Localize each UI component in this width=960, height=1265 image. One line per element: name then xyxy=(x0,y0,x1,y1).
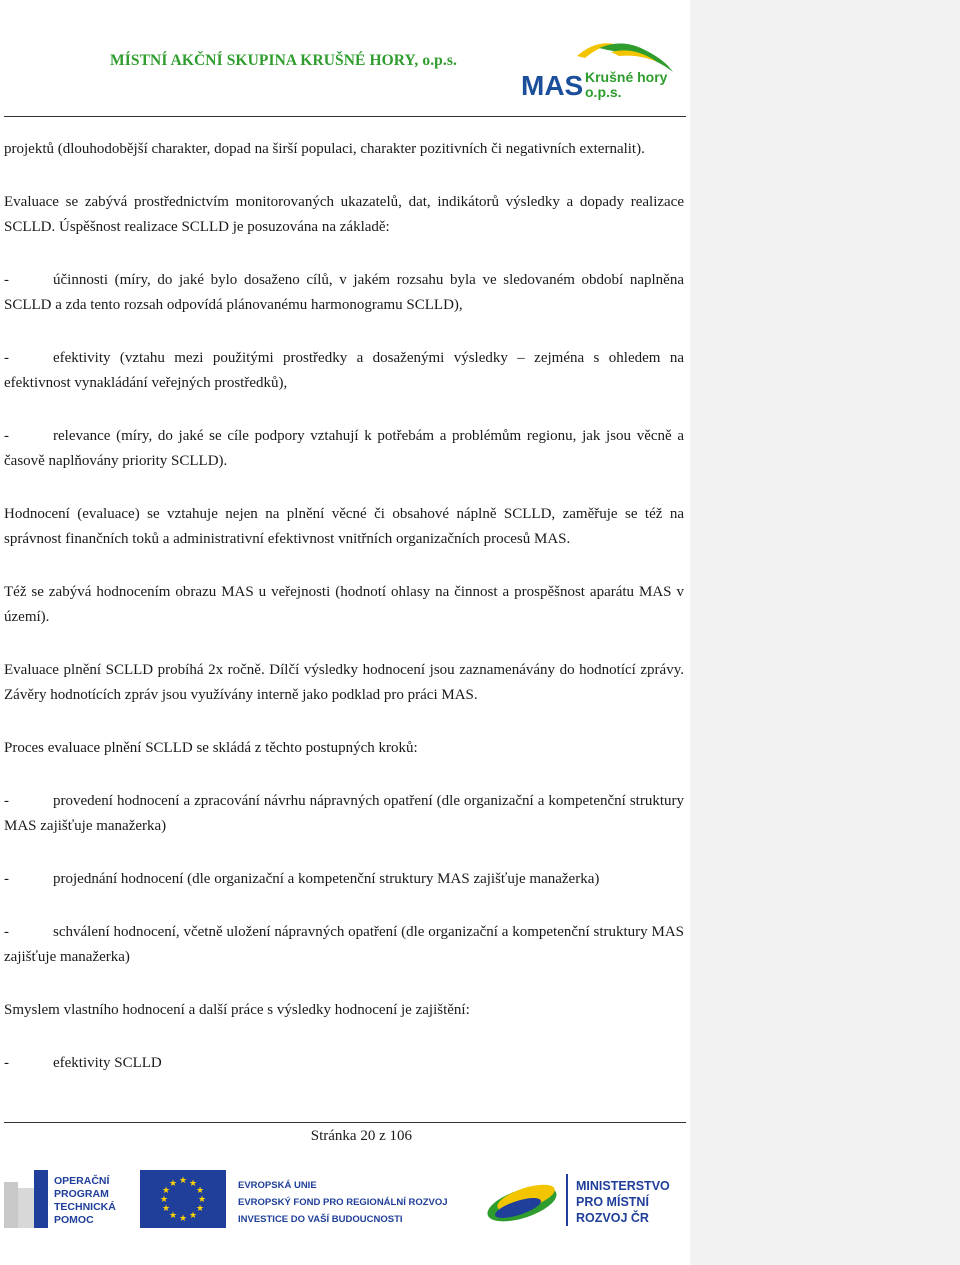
paragraph-purpose: Smyslem vlastního hodnocení a další práce s výsledky hodnocení je zajištění: xyxy=(4,1002,470,1018)
eu-line3: INVESTICE DO VAŠÍ BUDOUCNOSTI xyxy=(238,1214,403,1225)
page-number: Stránka 20 z 106 xyxy=(310,1128,412,1144)
list-item-projednani: - projednání hodnocení (dle organizační a kompetenční struktury MAS zajišťuje manažerka) xyxy=(4,871,600,887)
svg-text:★: ★ xyxy=(178,1214,188,1224)
mmr-line1: MINISTERSTVO xyxy=(576,1179,670,1193)
svg-text:★: ★ xyxy=(168,1211,178,1221)
mas-logo xyxy=(515,38,685,100)
paragraph-evaluation-intro: Evaluace se zabývá prostřednictvím monitorovaných ukazatelů, dat, indikátorů výsledky a dopady realizace SCLLD. Úspěšnost realizace SCLLD je posuzována na základě: xyxy=(4,194,684,235)
page-margin-area xyxy=(690,0,960,1265)
eu-flag-icon xyxy=(140,1170,226,1228)
svg-text:★: ★ xyxy=(188,1211,198,1221)
paragraph-frequency: Evaluace plnění SCLLD probíhá 2x ročně. Dílčí výsledky hodnocení jsou zaznamenávány do hodnotící zprávy. Závěry hodnotících zpráv jsou využívány interně jako podklad pro práci MAS. xyxy=(4,662,684,703)
svg-text:★: ★ xyxy=(161,1204,171,1214)
op-tp-line2: PROGRAM xyxy=(54,1188,109,1200)
mas-logo-name-2: o.p.s. xyxy=(585,84,622,100)
mas-logo-name-1: Krušné hory xyxy=(585,69,668,85)
svg-text:★: ★ xyxy=(161,1186,171,1196)
header-org-title: MÍSTNÍ AKČNÍ SKUPINA KRUŠNÉ HORY, o.p.s. xyxy=(110,52,457,69)
list-item-schvaleni: - schválení hodnocení, včetně uložení nápravných opatření (dle organizační a kompetenční struktury MAS zajišťuje manažerka) xyxy=(4,924,684,965)
list-item-ucinnost: - účinnosti (míry, do jaké bylo dosaženo cílů, v jakém rozsahu byla ve sledovaném období naplněna SCLLD a zda tento rozsah odpovídá plánovanému harmonogramu SCLLD), xyxy=(4,272,684,313)
op-tp-line4: POMOC xyxy=(54,1214,94,1226)
op-tp-line3: TECHNICKÁ xyxy=(54,1201,116,1213)
mmr-line2: PRO MÍSTNÍ xyxy=(576,1195,649,1209)
mmr-line3: ROZVOJ ČR xyxy=(576,1211,649,1225)
svg-text:★: ★ xyxy=(159,1195,169,1205)
eu-line1: EVROPSKÁ UNIE xyxy=(238,1180,317,1191)
svg-text:★: ★ xyxy=(197,1195,207,1205)
svg-text:★: ★ xyxy=(178,1176,188,1186)
svg-text:★: ★ xyxy=(195,1204,205,1214)
svg-text:★: ★ xyxy=(195,1186,205,1196)
mas-logo-text: MAS xyxy=(521,70,584,100)
header-divider xyxy=(4,116,686,117)
list-item-efektivita: - efektivity (vztahu mezi použitými prostředky a dosaženými výsledky – zejména s ohledem na efektivnost vynakládání veřejných prostředků), xyxy=(4,350,684,391)
mmr-logo xyxy=(483,1174,670,1228)
footer-divider xyxy=(4,1122,686,1123)
paragraph-process-intro: Proces evaluace plnění SCLLD se skládá z těchto postupných kroků: xyxy=(4,740,418,756)
svg-text:★: ★ xyxy=(188,1179,198,1189)
op-tp-line1: OPERAČNÍ xyxy=(54,1175,110,1187)
list-item-efektivita-scll: - efektivity SCLLD xyxy=(4,1055,162,1071)
paragraph-externalities: projektů (dlouhodobější charakter, dopad na širší populaci, charakter pozitivních či negativních externalit). xyxy=(4,141,645,157)
paragraph-obraz-mas: Též se zabývá hodnocením obrazu MAS u veřejnosti (hodnotí ohlasy na činnost a prospěšnost aparátu MAS v území). xyxy=(4,584,684,625)
op-tp-logo xyxy=(4,1170,116,1228)
svg-text:★: ★ xyxy=(168,1179,178,1189)
list-item-relevance: - relevance (míry, do jaké se cíle podpory vztahují k potřebám a problémům regionu, jak jsou věcně a časově naplňovány priority SCLLD). xyxy=(4,428,684,469)
document-body xyxy=(4,137,684,1104)
paragraph-hodnoceni: Hodnocení (evaluace) se vztahuje nejen na plnění věcné či obsahové náplně SCLLD, zaměřuje se též na správnost finančních toků a administrativní efektivnost vnitřních organizačních procesů MAS. xyxy=(4,506,684,547)
eu-line2: EVROPSKÝ FOND PRO REGIONÁLNÍ ROZVOJ xyxy=(238,1197,448,1208)
list-item-provedeni: - provedení hodnocení a zpracování návrhu nápravných opatření (dle organizační a kompetenční struktury MAS zajišťuje manažerka) xyxy=(4,793,684,834)
footer-logo-bar xyxy=(0,1160,690,1240)
